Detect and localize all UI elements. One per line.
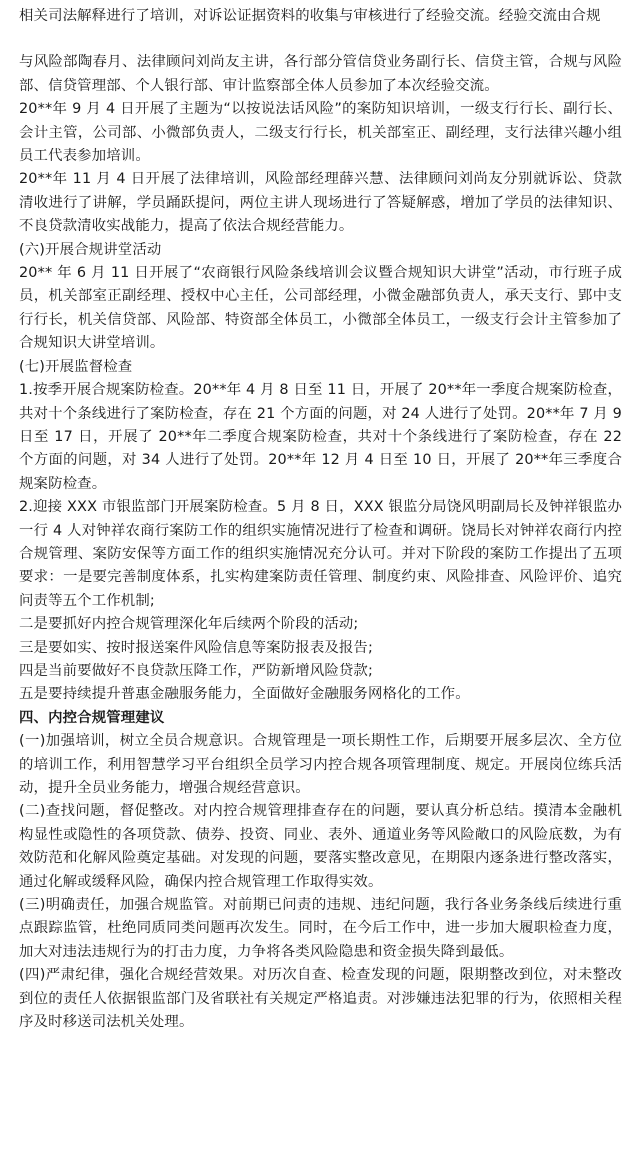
- paragraph: 相关司法解释进行了培训，对诉讼证据资料的收集与审核进行了经验交流。经验交流由合规: [19, 8, 601, 24]
- paragraph: 20**年 9 月 4 日开展了主题为“以按说法话风险”的案防知识培训，一级支行行长、副行长、会计主管，公司部、小微部负责人，二级支行行长，机关部室正、副经理，支行法律兴趣小组员工代表参加培训。: [19, 101, 622, 165]
- paragraph: (一)加强培训，树立全员合规意识。合规管理是一项长期性工作，后期要开展多层次、全方位的培训工作，利用智慧学习平台组织全员学习内控合规各项管理制度、规定。开展岗位练兵活动，提升全员业务能力，增强合规经营意识。: [19, 733, 622, 796]
- paragraph: 20**年 11 月 4 日开展了法律培训，风险部经理薛兴慧、法律顾问刘尚友分别就诉讼、贷款清收进行了讲解，学员踊跃提问，两位主讲人现场进行了答疑解惑，增加了学员的法律知识、不良贷款清收实战能力，提高了依法合规经营能力。: [19, 171, 622, 235]
- section-subheading: (七)开展监督检查: [19, 358, 133, 375]
- list-item: 五是要持续提升普惠金融服务能力，全面做好金融服务网格化的工作。: [19, 686, 470, 703]
- list-item: 二是要抓好内控合规管理深化年后续两个阶段的活动;: [19, 616, 359, 633]
- section-heading: 四、内控合规管理建议: [19, 709, 165, 726]
- paragraph: 2.迎接 XXX 市银监部门开展案防检查。5 月 8 日，XXX 银监分局饶风明副局长及钟祥银监办一行 4 人对钟祥农商行案防工作的组织实施情况进行了检查和调研。饶局长对钟祥农商行内控合规管理、案防安保等方面工作的组织实施情况充分认可。并对下阶段的案防工作提出了五项要求：一是要完善制度体系，扎实构建案防责任管理、制度约束、风险排查、风险评价、追究问责等五个工作机制;: [19, 499, 622, 609]
- cropped-previous-line: [19, 0, 622, 5]
- list-item: 四是当前要做好不良贷款压降工作，严防新增风险贷款;: [19, 662, 373, 679]
- paragraph-gap: [19, 28, 622, 51]
- paragraph: (二)查找问题，督促整改。对内控合规管理排查存在的问题，要认真分析总结。摸清本金融机构显性或隐性的各项贷款、债券、投资、同业、表外、通道业务等风险敞口的风险底数，为有效防范和化解风险奠定基础。对发现的问题，要落实整改意见，在期限内逐条进行整改落实，通过化解或缓释风险，确保内控合规管理工作取得实效。: [19, 803, 622, 890]
- paragraph: (三)明确责任，加强合规监管。对前期已问责的违规、违纪问题，我行各业务条线后续进行重点跟踪监管，杜绝同质同类问题再次发生。同时，在今后工作中，进一步加大履职检查力度，加大对违法违规行为的打击力度，力争将各类风险隐患和资金损失降到最低。: [19, 897, 622, 960]
- list-item: 三是要如实、按时报送案件风险信息等案防报表及报告;: [19, 639, 373, 656]
- paragraph: 1.按季开展合规案防检查。20**年 4 月 8 日至 11 日，开展了 20**年一季度合规案防检查，共对十个条线进行了案防检查，存在 21 个方面的问题，对 24 人进行了处罚。20**年 7 月 9 日至 17 日，开展了 20**年二季度合规案防检查，共对十个条线进行了案防检查，存在 22 个方面的问题，对 34 人进行了处罚。20**年 12 月 4 日至 10 日，开展了 20**年三季度合规案防检查。: [19, 382, 622, 492]
- section-subheading: (六)开展合规讲堂活动: [19, 241, 162, 258]
- paragraph: (四)严肃纪律，强化合规经营效果。对历次自查、检查发现的问题，限期整改到位，对未整改到位的责任人依据银监部门及省联社有关规定严格追责。对涉嫌违法犯罪的行为，依照相关程序及时移送司法机关处理。: [19, 967, 622, 1031]
- paragraph: 20** 年 6 月 11 日开展了“农商银行风险条线培训会议暨合规知识大讲堂”活动，市行班子成员，机关部室正副经理、授权中心主任，公司部经理，小微金融部负责人，承天支行、郢中支行行长，机关信贷部、风险部、特资部全体员工，小微部全体员工，一级支行会计主管参加了合规知识大讲堂培训。: [19, 265, 622, 352]
- paragraph: 与风险部陶春月、法律顾问刘尚友主讲，各行部分管信贷业务副行长、信贷主管，合规与风险部、信贷管理部、个人银行部、审计监察部全体人员参加了本次经验交流。: [19, 54, 622, 94]
